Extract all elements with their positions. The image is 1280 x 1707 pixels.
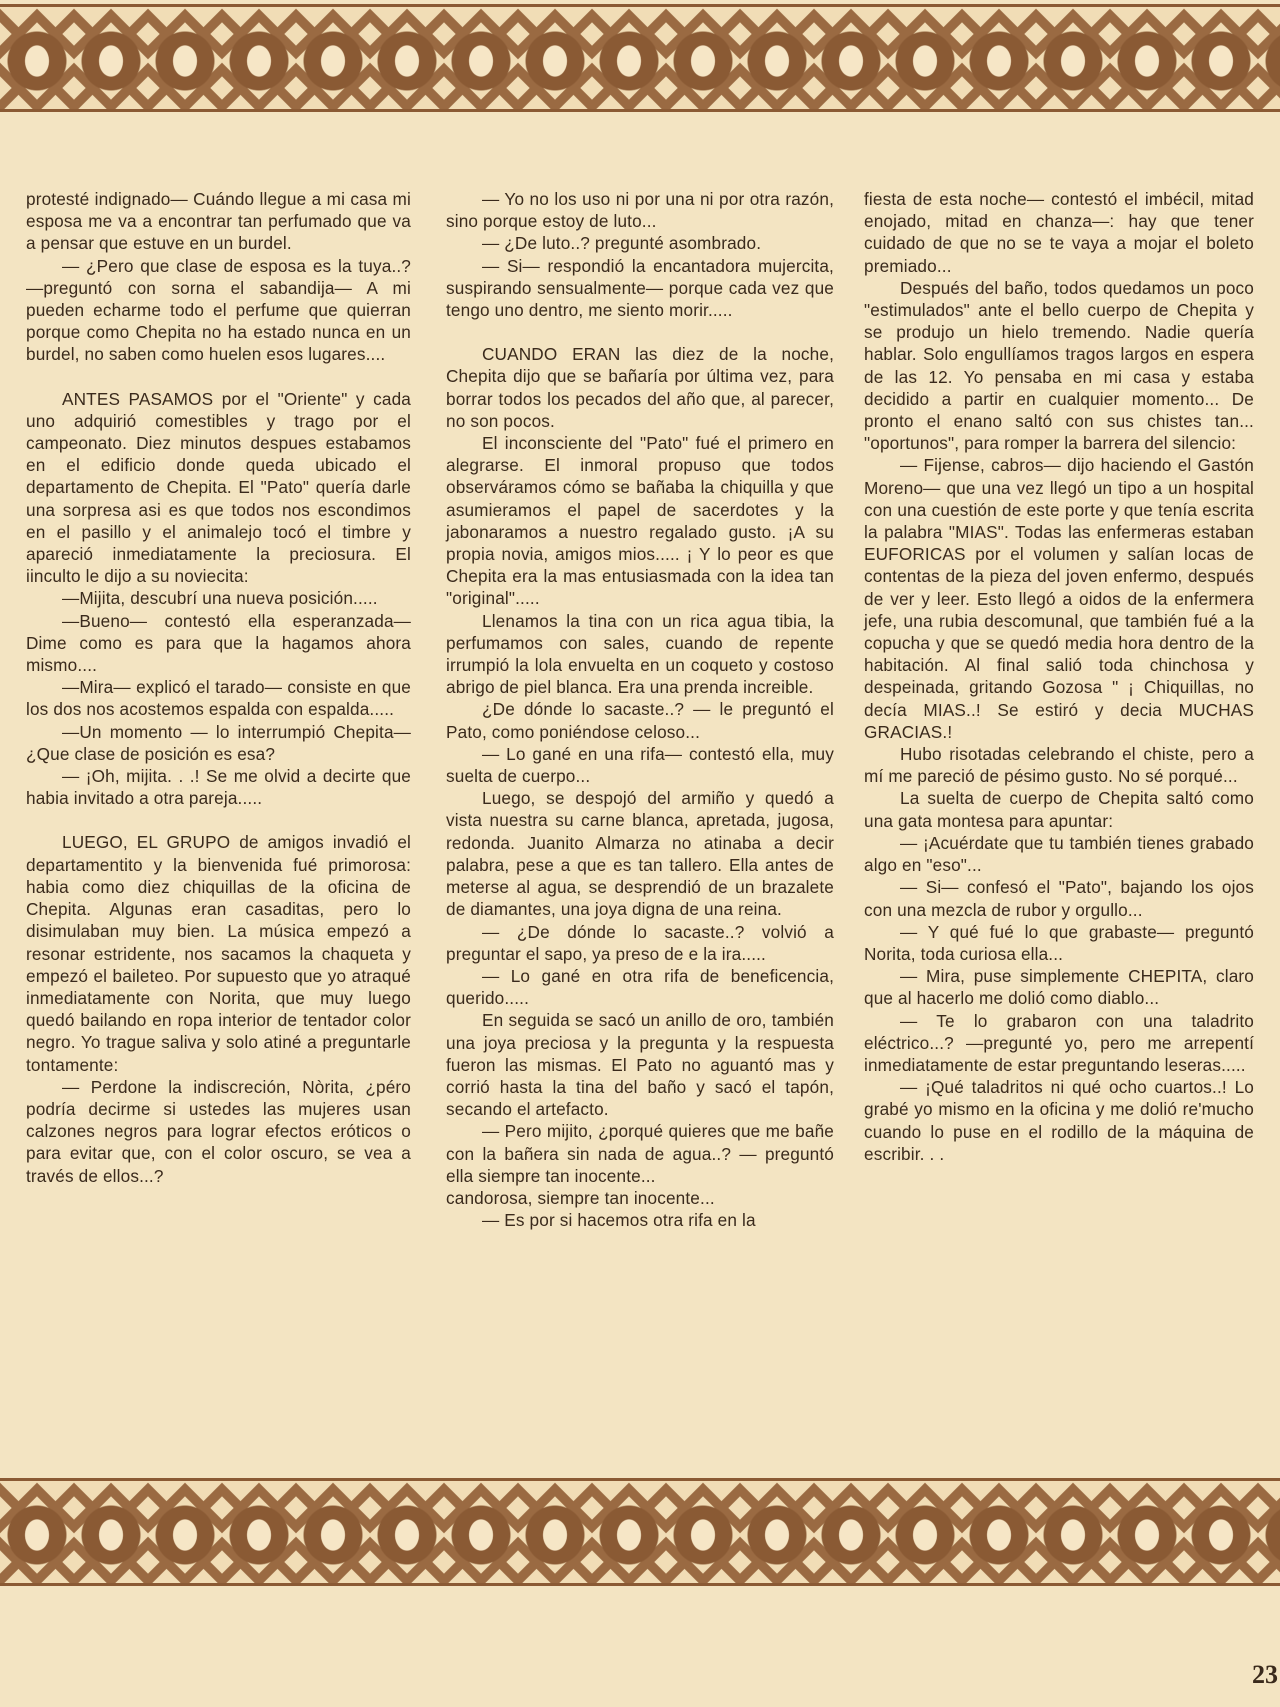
paragraph: ¿De dónde lo sacaste..? — le preguntó el Pato, como poniéndose celoso...: [446, 699, 834, 742]
paragraph: El inconsciente del "Pato" fué el primero en alegrarse. El inmoral propuso que todos observáramos cómo se bañaba la chiquilla y que asumieramos el papel de sacerdotes y la jabonaramos a nuestro regalado gusto. ¡A su propia novia, amigos mios..... ¡ Y lo peor es que Chepita era la mas entusiasmada con la idea tan "original".....: [446, 433, 834, 609]
paragraph: — Fijense, cabros— dijo haciendo el Gastón Moreno— que una vez llegó un tipo a un hospital con una cuestión de este porte y que tenía escrita la palabra "MIAS". Todas las enfermeras estaban EUFORICAS por el volumen y salían locas de contentas de la pieza del joven enfermo, después de ver y leer. Esto llegó a oidos de la enfermera jefe, una rubia descomunal, que también fué a la copucha y que se quedó media hora dentro de la habitación. Al final salió toda chinchosa y despeinada, gritando Gozosa " ¡ Chiquillas, no decía MIAS..! Se estiró y decia MUCHAS GRACIAS.!: [864, 455, 1254, 742]
paragraph: — Si— respondió la encantadora mujercita, suspirando sensualmente— porque cada vez que tengo uno dentro, me siento morir.....: [446, 255, 834, 321]
paragraph: En seguida se sacó un anillo de oro, también una joya preciosa y la pregunta y la respuesta fueron las mismas. El Pato no aguantó mas y corrió hasta la tina del baño y sacó el tapón, secando el artefacto.: [446, 1010, 834, 1120]
paragraph: — Pero mijito, ¿porqué quieres que me bañe con la bañera sin nada de agua..? — preguntó ella siempre tan inocente...: [446, 1121, 834, 1186]
paragraph: —Mijita, descubrí una nueva posición.....: [62, 588, 378, 609]
paragraph: CUANDO ERAN las diez de la noche, Chepita dijo que se bañaría por última vez, para borrar todos los pecados del año que, al parecer, no son pocos.: [446, 344, 834, 431]
decorative-border-bottom: [0, 1478, 1280, 1586]
paragraph: — ¿Pero que clase de esposa es la tuya..? —preguntó con sorna el sabandija— A mi pueden echarme todo el perfume que quierran porque como Chepita no ha estado nunca en un burdel, no saben como huelen esos lugares....: [26, 255, 411, 365]
paragraph: Llenamos la tina con un rica agua tibia, la perfumamos con sales, cuando de repente irrumpió la lola envuelta en un coqueto y costoso abrigo de piel blanca. Era una prenda increible.: [446, 610, 834, 698]
paragraph: Hubo risotadas celebrando el chiste, pero a mí me pareció de pésimo gusto. No sé porqué...: [864, 744, 1254, 787]
paragraph: — ¡Oh, mijita. . .! Se me olvid a decirte que habia invitado a otra pareja.....: [26, 766, 411, 809]
paragraph: — Si— confesó el "Pato", bajando los ojos con una mezcla de rubor y orgullo...: [864, 877, 1254, 920]
paragraph: — Lo gané en una rifa— contestó ella, muy suelta de cuerpo...: [446, 743, 834, 787]
paragraph: candorosa, siempre tan inocente...: [446, 1187, 715, 1208]
paragraph: fiesta de esta noche— contestó el imbécil, mitad enojado, mitad en chanza—: hay que tener cuidado de que no se te vaya a mojar el boleto premiado...: [864, 189, 1254, 276]
paragraph: ANTES PASAMOS por el "Oriente" y cada uno adquirió comestibles y trago por el campeonato. Diez minutos despues estabamos en el edificio donde queda ubicado el departamento de Chepita. El "Pato" quería darle una sorpresa asi es que todos nos escondimos en el pasillo y el animalejo tocó el timbre y apareció inmediatamente la preciosura. El iinculto le dijo a su noviecita:: [26, 388, 411, 587]
paragraph: — Te lo grabaron con una taladrito eléctrico...? —pregunté yo, pero me arrepentí inmediatamente de estar preguntando leseras.....: [864, 1010, 1254, 1075]
paragraph: —Bueno— contestó ella esperanzada— Dime como es para que la hagamos ahora mismo....: [26, 610, 411, 676]
paragraph: LUEGO, EL GRUPO de amigos invadió el departamentito y la bienvenida fué primorosa: habia como diez chiquillas de la oficina de Chepita. Algunas eran casaditas, pero lo disimulaban muy bien. La música empezó a resonar estridente, nos sacamos la chaqueta y empezó el baileteo. Por supuesto que yo atraqué inmediatamente con Norita, que muy luego quedó bailando en ropa interior de tentador color negro. Yo trague saliva y solo atiné a preguntarle tontamente:: [26, 832, 411, 1075]
paragraph: — Lo gané en otra rifa de beneficencia, querido.....: [446, 965, 834, 1009]
text-column-2: [446, 188, 834, 1231]
paragraph: — Es por si hacemos otra rifa en la: [482, 1210, 756, 1231]
paragraph: — Mira, puse simplemente CHEPITA, claro que al hacerlo me dolió como diablo...: [864, 966, 1254, 1009]
paragraph: —Un momento — lo interrumpió Chepita— ¿Que clase de posición es esa?: [26, 721, 411, 764]
paragraph: — Perdone la indiscreción, Nòrita, ¿péro podría decirme si ustedes las mujeres usan calzones negros para lograr efectos eróticos o para evitar que, con el color oscuro, se vea a través de ellos...?: [26, 1076, 411, 1186]
page-number: 23: [1252, 1660, 1278, 1689]
paragraph: — ¿De luto..? pregunté asombrado.: [482, 233, 762, 254]
paragraph: — ¿De dónde lo sacaste..? volvió a preguntar el sapo, ya preso de e la ira.....: [446, 921, 834, 964]
paragraph: Después del baño, todos quedamos un poco "estimulados" ante el bello cuerpo de Chepita y se produjo un hielo tremendo. Nadie quería hablar. Solo engullíamos tragos largos en espera de las 12. Yo pensaba en mi casa y estaba decidido a partir en cualquier momento... De pronto el enano saltó con sus chistes tan... "oportunos", para romper la barrera del silencio:: [864, 277, 1254, 454]
text-column-3: [864, 188, 1254, 1165]
paragraph: — ¡Qué taladritos ni qué ocho cuartos..! Lo grabé yo mismo en la oficina y me dolió re'mucho cuando lo puse en el rodillo de la máquina de escribir. . .: [864, 1077, 1254, 1164]
paragraph: La suelta de cuerpo de Chepita saltó como una gata montesa para apuntar:: [864, 788, 1254, 831]
paragraph: —Mira— explicó el tarado— consiste en que los dos nos acostemos espalda con espalda.....: [26, 677, 411, 720]
paragraph: — Yo no los uso ni por una ni por otra razón, sino porque estoy de luto...: [446, 189, 834, 232]
paragraph: Luego, se despojó del armiño y quedó a vista nuestra su carne blanca, apretada, jugosa, redonda. Juanito Almarza no atinaba a decir palabra, pese a que es tan tallero. Ella antes de meterse al agua, se desprendió de un brazalete de diamantes, una joya digna de una reina.: [446, 788, 834, 920]
paragraph: protesté indignado— Cuándo llegue a mi casa mi esposa me va a encontrar tan perfumado que va a pensar que estuve en un burdel.: [26, 189, 411, 254]
paragraph: — Y qué fué lo que grabaste— preguntó Norita, toda curiosa ella...: [864, 921, 1254, 964]
paragraph: — ¡Acuérdate que tu también tienes grabado algo en "eso"...: [864, 832, 1254, 876]
decorative-border-top: [0, 4, 1280, 112]
text-column-1: [26, 188, 411, 1187]
